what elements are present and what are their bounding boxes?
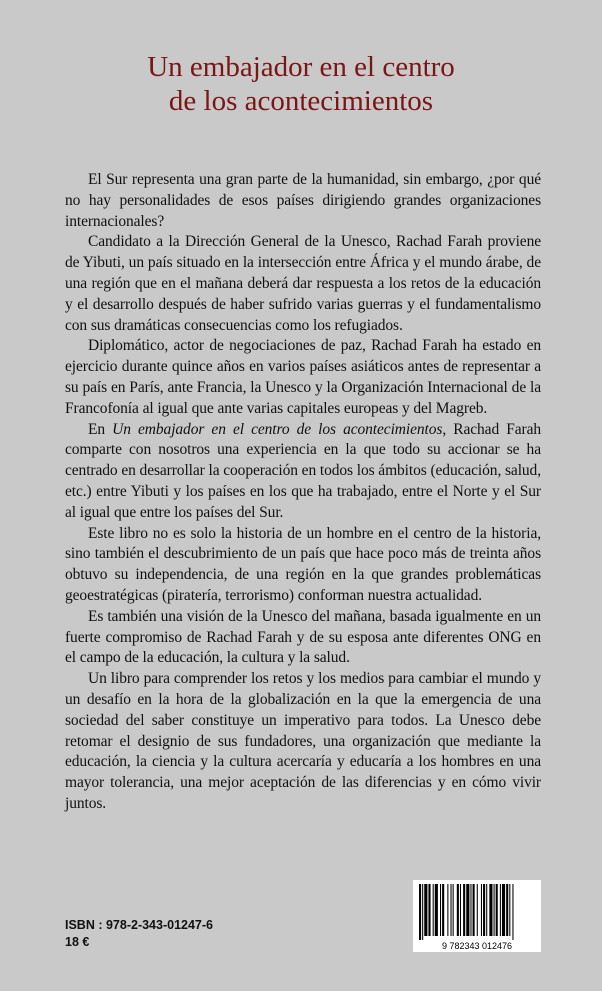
book-title-reference: Un embajador en el centro de los acontecimientos: [112, 420, 443, 438]
paragraph: El Sur representa una gran parte de la humanidad, sin embargo, ¿por qué no hay personalidades de esos países dirigiendo grandes organizaciones internacionales?: [65, 171, 541, 230]
barcode-bar: [451, 884, 452, 936]
title-line-1: Un embajador en el centro: [147, 51, 455, 83]
paragraph-rest: , Rachad Farah comparte con nosotros una experiencia en la que todo su accionar se ha centrado en desarrollar la cooperación en todos los ámbitos (educación, salud, etc.) entre Yibuti y los países en los que ha trabajado, entre el Norte y el Sur al igual que entre los países del Sur.: [65, 420, 542, 521]
barcode-bar: [483, 884, 485, 936]
barcode-bar: [502, 884, 505, 936]
barcode-digits: 9 782343 012476: [441, 941, 513, 951]
paragraph: Un libro para comprender los retos y los medios para cambiar el mundo y un desafío en la hora de la globalización en la que la emergencia de una sociedad del saber constituye un imperativo para todos. La Unesco debe retomar el designio de sus fundadores, una organización que mediante la educación, la ciencia y la cultura acercaría y educaría a los hombres en una mayor tolerancia, una mejor aceptación de las diferencias y en cómo vivir juntos.: [65, 670, 541, 812]
price: 18 €: [65, 935, 90, 949]
barcode-bar: [509, 884, 510, 936]
barcode-bar: [506, 884, 508, 936]
barcode-bar: [463, 884, 465, 936]
barcode: [413, 880, 541, 952]
barcode-bar: [489, 884, 492, 936]
barcode-bar: [466, 884, 469, 936]
barcode-bar: [457, 884, 459, 936]
barcode-bar: [435, 884, 438, 936]
paragraph-prefix: En: [88, 420, 113, 438]
paragraph: Es también una visión de la Unesco del mañana, basada igualmente en un fuerte compromiso de Rachad Farah y de su esposa ante diferentes ONG en el campo de la educación, la cultura y la salud.: [65, 607, 541, 667]
barcode-bar: [460, 884, 461, 936]
isbn-price-block: [65, 917, 213, 951]
book-title: [0, 50, 602, 118]
paragraph: Este libro no es solo la historia de un hombre en el centro de la historia, sino también el descubrimiento de un país que hace poco más de treinta años obtuvo su independencia, de una región en la que grandes problemáticas geoestratégicas (piratería, terrorismo) conforman nuestra actualidad.: [65, 524, 541, 604]
barcode-bar: [422, 884, 423, 940]
paragraph: Diplomático, actor de negociaciones de paz, Rachad Farah ha estado en ejercicio durante quince años en varios países asiáticos antes de representar a su país en París, ante Francia, la Unesco y la Organización Internacional de la Francofonía al igual que ante varias capitales europeas y del Magreb.: [65, 337, 541, 417]
paragraph-with-title-ref: [65, 420, 541, 524]
barcode-bar: [419, 884, 421, 940]
barcode-bar: [477, 884, 478, 936]
isbn: ISBN : 978-2-343-01247-6: [65, 918, 213, 932]
barcode-bar: [424, 884, 427, 936]
barcode-bar: [481, 884, 482, 936]
barcode-graphic: [413, 880, 541, 952]
paragraph: Candidato a la Dirección General de la Unesco, Rachad Farah proviene de Yibuti, un país situado en la intersección entre África y el mundo árabe, de una región que en el mañana deberá dar respuesta a los retos de la educación y el desarrollo después de haber sufrido varias guerras y el fundamentalismo con sus dramáticas consecuencias como los refugiados.: [65, 233, 541, 334]
barcode-bar: [473, 884, 475, 936]
barcode-bar: [500, 884, 501, 936]
barcode-bar: [496, 884, 498, 936]
title-line-2: de los acontecimientos: [168, 85, 434, 117]
barcode-bar: [453, 884, 454, 936]
barcode-bar: [447, 884, 448, 936]
barcode-bar: [494, 884, 495, 936]
barcode-bar: [512, 884, 513, 940]
barcode-bar: [470, 884, 471, 936]
barcode-bar: [440, 884, 441, 936]
barcode-bar: [442, 884, 444, 936]
barcode-bar: [433, 884, 434, 936]
barcode-bar: [428, 884, 430, 936]
back-cover-text: [65, 170, 541, 815]
barcode-bar: [486, 884, 487, 936]
